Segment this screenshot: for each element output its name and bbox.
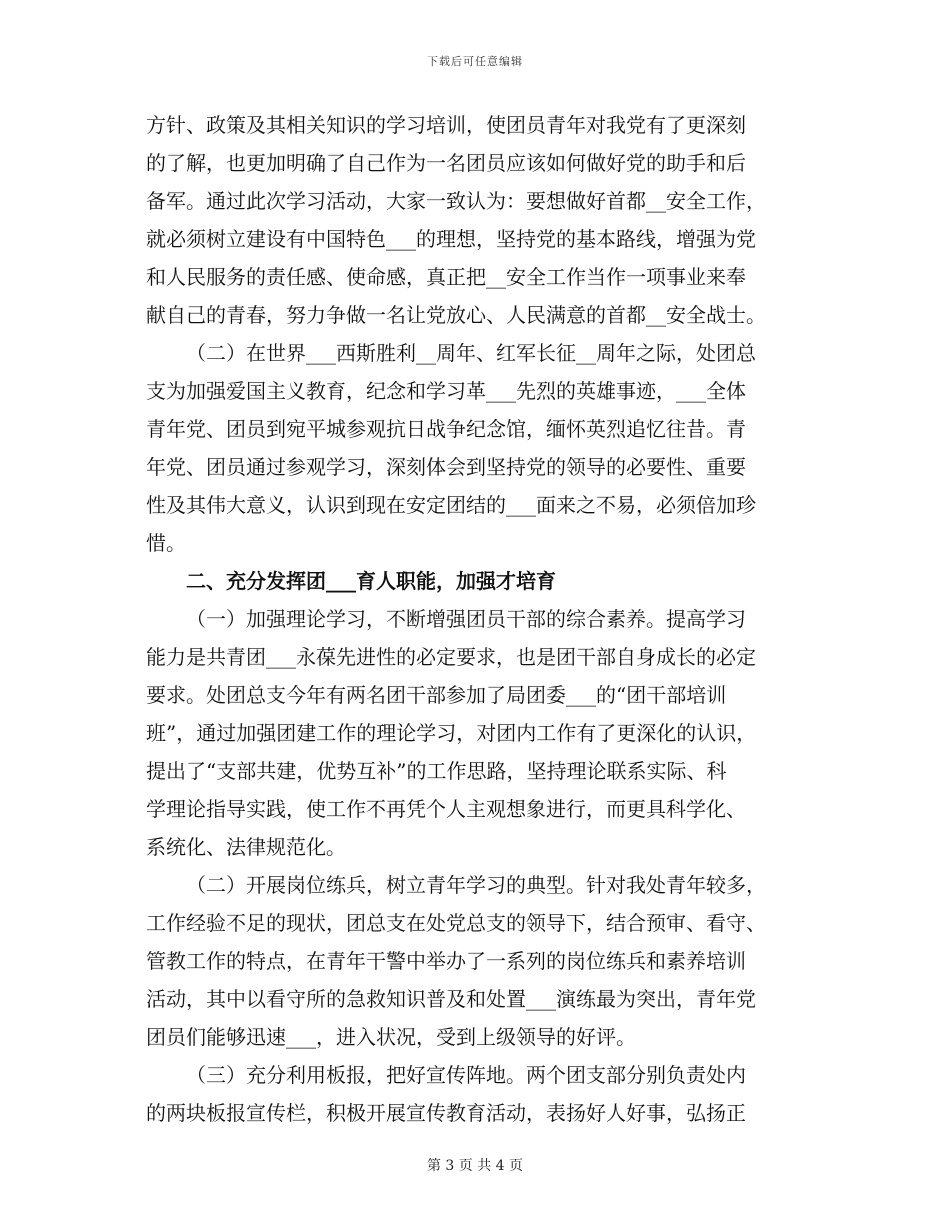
- text-line: （一）加强理论学习，不断增强团员干部的综合素养。提高学习: [186, 607, 746, 631]
- text-line: 工作经验不足的现状，团总支在处党总支的领导下，结合预审、看守、: [146, 911, 766, 935]
- text-line: （二）在世界___西斯胜利__周年、红军长征__周年之际，处团总: [186, 341, 756, 365]
- text-line: 和人民服务的责任感、使命感，真正把__安全工作当作一项事业来奉: [146, 265, 746, 289]
- text-line: 性及其伟大意义，认识到现在安定团结的___面来之不易，必须倍加珍: [146, 493, 756, 517]
- text-line: 青年党、团员到宛平城参观抗日战争纪念馆，缅怀英烈追忆往昔。青: [146, 417, 746, 441]
- text-line: 支为加强爱国主义教育，纪念和学习革___先烈的英雄事迹，___全体: [146, 379, 746, 403]
- text-line: 备军。通过此次学习活动，大家一致认为：要想做好首都__安全工作，: [146, 189, 766, 213]
- page-footer: 第 3 页 共 4 页: [426, 1158, 524, 1174]
- text-line: （三）充分利用板报，把好宣传阵地。两个团支部分别负责处内: [186, 1063, 746, 1087]
- text-line: 就必须树立建设有中国特色___的理想，坚持党的基本路线，增强为党: [146, 227, 756, 251]
- text-line: 团员们能够迅速___，进入状况，受到上级领导的好评。: [146, 1025, 636, 1049]
- text-line: 年党、团员通过参观学习，深刻体会到坚持党的领导的必要性、重要: [146, 455, 746, 479]
- text-line: 能力是共青团___永葆先进性的必定要求，也是团干部自身成长的必定: [146, 645, 756, 669]
- document-body: [146, 106, 806, 1132]
- text-line: 的两块板报宣传栏，积极开展宣传教育活动，表扬好人好事，弘扬正: [146, 1101, 746, 1125]
- text-line: 活动，其中以看守所的急救知识普及和处置___演练最为突出，青年党: [146, 987, 756, 1011]
- text-line: 要求。处团总支今年有两名团干部参加了局团委___的“团干部培训: [146, 683, 727, 707]
- text-line: 的了解，也更加明确了自己作为一名团员应该如何做好党的助手和后: [146, 151, 746, 175]
- text-line: 提出了“支部共建，优势互补”的工作思路，坚持理论联系实际、科: [146, 759, 727, 783]
- text-line: 学理论指导实践，使工作不再凭个人主观想象进行，而更具科学化、: [146, 797, 746, 821]
- page-header: 下载后可任意编辑: [427, 55, 523, 68]
- text-line: 系统化、法律规范化。: [146, 835, 346, 859]
- text-line: 方针、政策及其相关知识的学习培训，使团员青年对我党有了更深刻: [146, 113, 746, 137]
- text-line: 惜。: [146, 531, 186, 555]
- text-line: 献自己的青春，努力争做一名让党放心、人民满意的首都__安全战士。: [146, 303, 766, 327]
- text-line: 管教工作的特点，在青年干警中举办了一系列的岗位练兵和素养培训: [146, 949, 746, 973]
- section-heading: 二、充分发挥团___育人职能，加强才培育: [186, 569, 556, 593]
- text-line: （二）开展岗位练兵，树立青年学习的典型。针对我处青年较多，: [186, 873, 766, 897]
- text-line: 班”，通过加强团建工作的理论学习，对团内工作有了更深化的认识，: [146, 721, 757, 745]
